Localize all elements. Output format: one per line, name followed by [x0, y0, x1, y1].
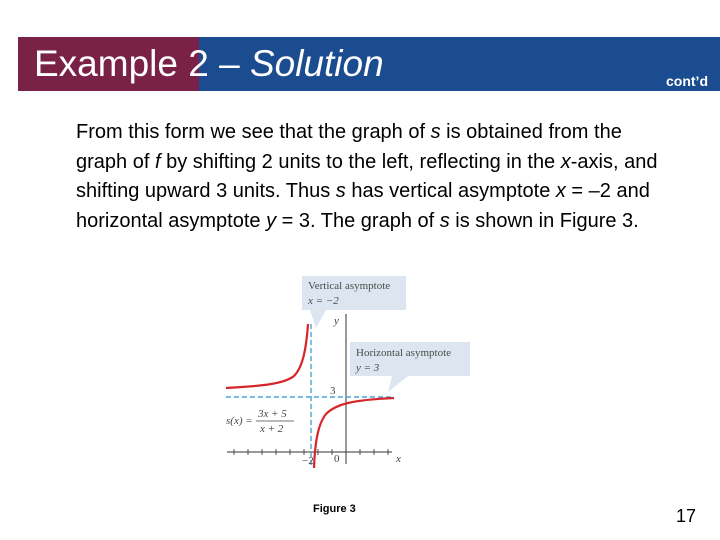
x-axis-label: x [396, 453, 401, 465]
vertical-callout-line2: x = −2 [308, 295, 339, 307]
var-x: x [555, 180, 566, 202]
title-number: 2 – [188, 43, 250, 84]
label-three: 3 [330, 385, 336, 397]
curve-left-branch [226, 324, 308, 388]
vertical-callout-line1: Vertical asymptote [308, 280, 391, 292]
var-x: x [560, 150, 571, 173]
y-axis-label: y [334, 315, 339, 327]
horizontal-callout-line2: y = 3 [356, 362, 380, 374]
body-text-segment: is obtained from the graph of [76, 121, 622, 173]
figure-caption: Figure 3 [313, 503, 356, 515]
var-f: f [154, 150, 161, 173]
vertical-callout-pointer [310, 310, 326, 328]
var-s: s [439, 209, 450, 232]
function-lhs: s(x) = [226, 415, 253, 427]
horizontal-callout-line1: Horizontal asymptote [356, 347, 452, 359]
var-s: s [430, 121, 441, 143]
continued-label: cont’d [666, 73, 708, 89]
label-zero: 0 [334, 453, 340, 465]
function-denominator: x + 2 [260, 423, 284, 435]
body-text-segment: From this form we see that the graph of [76, 121, 431, 143]
title-example: Example [34, 43, 189, 84]
label-neg-two: −2 [302, 455, 314, 467]
slide-title [34, 42, 384, 86]
body-text-segment: = –2 and horizontal asymptote [76, 180, 650, 232]
body-text-segment: by shifting 2 units to the left, reflecting in the [160, 150, 561, 173]
body-paragraph [76, 118, 676, 236]
body-text-segment: is shown in Figure 3. [449, 209, 639, 232]
page-number: 17 [676, 506, 697, 526]
title-solution: Solution [249, 43, 384, 84]
horizontal-callout-pointer [388, 376, 408, 392]
function-numerator: 3x + 5 [258, 408, 287, 420]
var-s: s [335, 180, 346, 202]
body-text-segment: = 3. The graph of [276, 209, 440, 232]
body-text-segment: has vertical asymptote [345, 180, 556, 202]
body-text-segment: -axis, and shifting upward 3 units. Thus [76, 150, 658, 202]
curve-right-branch [314, 398, 394, 468]
figure-graph [222, 272, 474, 472]
var-y: y [266, 209, 277, 232]
